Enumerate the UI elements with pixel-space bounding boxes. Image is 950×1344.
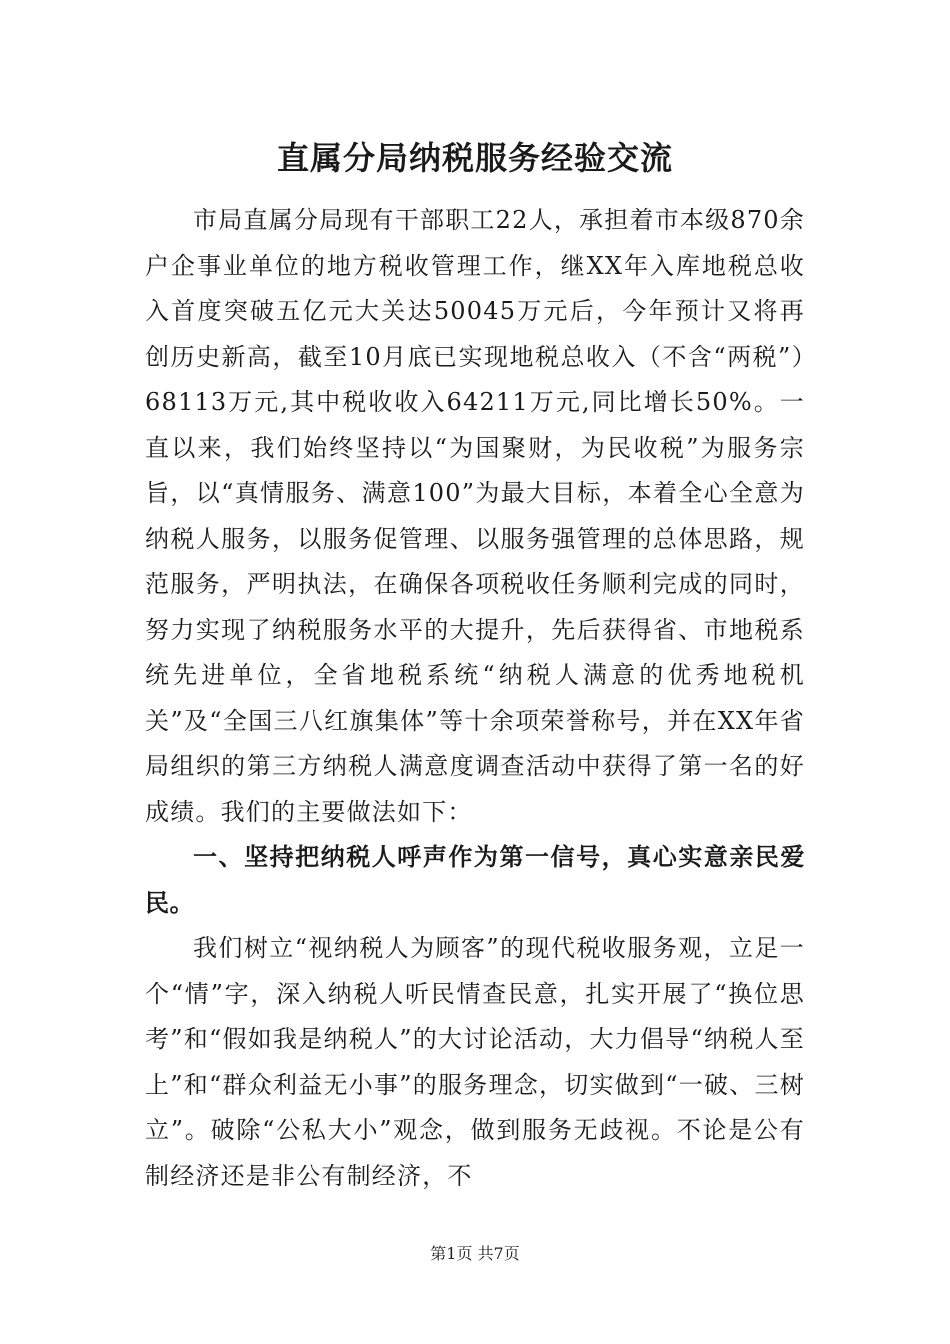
page-number-footer: 第1页 共7页 <box>430 1244 520 1263</box>
document-body <box>145 198 805 1199</box>
document-title: 直属分局纳税服务经验交流 <box>276 139 673 177</box>
intro-paragraph: 市局直属分局现有干部职工22人，承担着市本级870余户企事业单位的地方税收管理工作，继XX年入库地税总收入首度突破五亿元大关达50045万元后，今年预计又将再创历史新高，截至10月底已实现地税总收入（不含“两税”）68113万元,其中税收收入64211万元,同比增长50%。一直以来，我们始终坚持以“为国聚财，为民收税”为服务宗旨，以“真情服务、满意100”为最大目标，本着全心全意为纳税人服务，以服务促管理、以服务强管理的总体思路，规范服务，严明执法，在确保各项税收任务顺利完成的同时，努力实现了纳税服务水平的大提升，先后获得省、市地税系统先进单位，全省地税系统“纳税人满意的优秀地税机关”及“全国三八红旗集体”等十余项荣誉称号，并在XX年省局组织的第三方纳税人满意度调查活动中获得了第一名的好成绩。我们的主要做法如下： <box>145 206 805 826</box>
section-heading-1: 一、坚持把纳税人呼声作为第一信号，真心实意亲民爱民。 <box>145 843 805 917</box>
section-1-paragraph: 我们树立“视纳税人为顾客”的现代税收服务观，立足一个“情”字，深入纳税人听民情查民意，扎实开展了“换位思考”和“假如我是纳税人”的大讨论活动，大力倡导“纳税人至上”和“群众利益无小事”的服务理念，切实做到“一破、三树立”。破除“公私大小”观念，做到服务无歧视。不论是公有制经济还是非公有制经济，不 <box>145 934 805 1190</box>
